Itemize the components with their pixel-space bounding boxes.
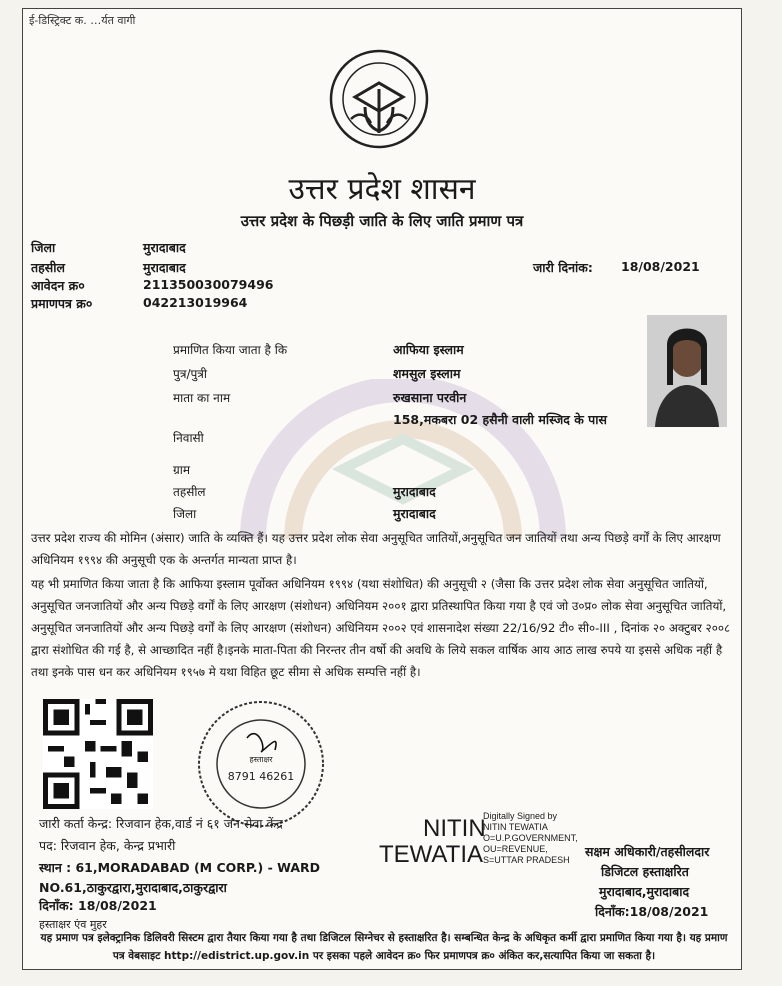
stamp-number: 8791 46261 bbox=[227, 770, 295, 783]
detail-value-tehsil: मुरादाबाद bbox=[393, 484, 436, 499]
certificate-label: प्रमाणपत्र क्र० bbox=[31, 296, 93, 311]
application-number: 211350030079496 bbox=[143, 277, 274, 292]
authority-location: मुरादाबाद,मुरादाबाद bbox=[599, 884, 690, 899]
issuer-date: दिनाँक: 18/08/2021 bbox=[39, 898, 157, 913]
document-subtitle: उत्तर प्रदेश के पिछड़ी जाति के लिए जाति प्रमाण पत्र bbox=[240, 212, 524, 230]
authority-title: सक्षम अधिकारी/तहसीलदार bbox=[585, 844, 710, 859]
district-label: जिला bbox=[31, 240, 56, 255]
issuing-center: जारी कर्ता केन्द्र: रिजवान हेक,वार्ड नं ६१ जन सेवा केंद्र bbox=[39, 816, 283, 831]
authority-date: दिनाँक:18/08/2021 bbox=[595, 904, 709, 919]
issuer-place-line2: NO.61,ठाकुरद्वारा,मुरादाबाद,ठाकुरद्वारा bbox=[39, 880, 227, 895]
certificate-page bbox=[22, 8, 742, 970]
exclusion-paragraph: यह भी प्रमाणित किया जाता है कि आफिया इस्लाम पूर्वोक्त अधिनियम १९९४ (यथा संशोधित) की अनुसूची २ (जैसा कि उत्तर प्रदेश लोक सेवा अनुसूचित जातियों, अनुसूचित जनजातियों और अन्य पिछड़े वर्गों के लिए आरक्षण (संशोधन) अधिनियम २००१ द्वारा प्रतिस्थापित किया गया है एवं जो उ०प्र० लोक सेवा अनुसूचित जातियों, अनुसूचित जनजातियों और अन्य पिछड़े वर्गों के लिए आरक्षण (संशोधन) अधिनियम २००२ एवं शासनादेश संख्या 22/16/92 टी० सी०-III , दिनांक २० अक्टुबर २००८ द्वारा संशोधित की गई है, से आच्छादित नहीं है।इनके माता-पिता की निरन्तर तीन वर्षो की अवधि के लिये सकल वार्षिक आय आठ लाख रुपये या इससे अधिक नहीं है तथा इनके पास धन कर अधिनियम १९५७ मे यथा विहित छूट सीमा से अधिक सम्पत्ति नहीं है। bbox=[31, 577, 731, 679]
tehsil-label: तहसील bbox=[31, 260, 65, 275]
tehsil-value: मुरादाबाद bbox=[143, 260, 186, 275]
district-value: मुरादाबाद bbox=[143, 240, 186, 255]
document-title: उत्तर प्रदेश शासन bbox=[288, 172, 476, 207]
detail-label-tehsil: तहसील bbox=[173, 485, 206, 499]
office-stamp bbox=[191, 694, 331, 834]
detail-value-mother: रुखसाना परवीन bbox=[393, 390, 467, 405]
up-government-emblem bbox=[329, 49, 429, 149]
issuer-sign-seal: हस्ताक्षर एंव मुहर bbox=[39, 918, 107, 931]
applicant-photo bbox=[647, 315, 727, 427]
issuer-post: पद: रिजवान हेक, केन्द्र प्रभारी bbox=[39, 838, 176, 853]
detail-label-mother: माता का नाम bbox=[173, 391, 231, 405]
detail-label-resident: निवासी bbox=[173, 431, 204, 445]
caste-paragraph: उत्तर प्रदेश राज्य की मोमिन (अंसार) जाति के व्यक्ति हैं। यह उत्तर प्रदेश लोक सेवा अनुसूचित जातियों,अनुसूचित जन जातियों तथा अन्य पिछड़े वर्गों के लिए आरक्षण अधिनियम १९९४ की अनुसूची एक के अन्तर्गत मान्यता प्राप्त है। bbox=[31, 531, 721, 567]
issuer-place-line1: स्थान : 61,MORADABAD (M CORP.) - WARD bbox=[39, 860, 321, 875]
detail-label-child-of: पुत्र/पुत्री bbox=[173, 367, 208, 381]
certificate-number: 042213019964 bbox=[143, 295, 248, 310]
digital-signature-details: Digitally Signed by NITIN TEWATIA O=U.P.GOVERNMENT, OU=REVENUE, S=UTTAR PRADESH bbox=[483, 811, 578, 865]
stamp-caption: हस्ताक्षर bbox=[249, 755, 273, 764]
detail-label-village: ग्राम bbox=[173, 463, 191, 477]
issue-date-value: 18/08/2021 bbox=[621, 259, 700, 274]
detail-value-father: शमसुल इस्लाम bbox=[393, 366, 461, 381]
signer-name-line1: NITIN bbox=[423, 815, 486, 842]
detail-label-district: जिला bbox=[173, 507, 197, 521]
application-label: आवेदन क्र० bbox=[31, 278, 85, 293]
qr-code bbox=[43, 699, 153, 809]
authority-digital: डिजिटल हस्ताक्षरित bbox=[601, 864, 689, 879]
detail-value-address: 158,मकबरा 02 हसैनी वाली मस्जिद के पास bbox=[393, 412, 607, 427]
top-note: ई-डिस्ट्रिक्ट क. …र्यत वागी bbox=[29, 14, 136, 27]
detail-value-name: आफिया इस्लाम bbox=[393, 342, 464, 357]
verification-footer: यह प्रमाण पत्र इलेक्ट्रानिक डिलिवरी सिस्टम द्वारा तैयार किया गया है तथा डिजिटल सिग्नेचर से हस्ताक्षरित है। सम्बन्धित केन्द्र के अधिकृत कर्मी द्वारा प्रमाणित किया गया है। यह प्रमाण पत्र वेबसाइट http://edistrict.up.gov.in पर इसका पहले आवेदन क्र० फिर प्रमाणपत्र क्र० अंकित कर,सत्यापित किया जा सकता है। bbox=[40, 932, 728, 962]
detail-value-district: मुरादाबाद bbox=[393, 506, 436, 521]
detail-label-certified: प्रमाणित किया जाता है कि bbox=[173, 343, 288, 357]
issue-date-label: जारी दिनांक: bbox=[533, 260, 593, 275]
signer-name-line2: TEWATIA bbox=[379, 841, 483, 868]
